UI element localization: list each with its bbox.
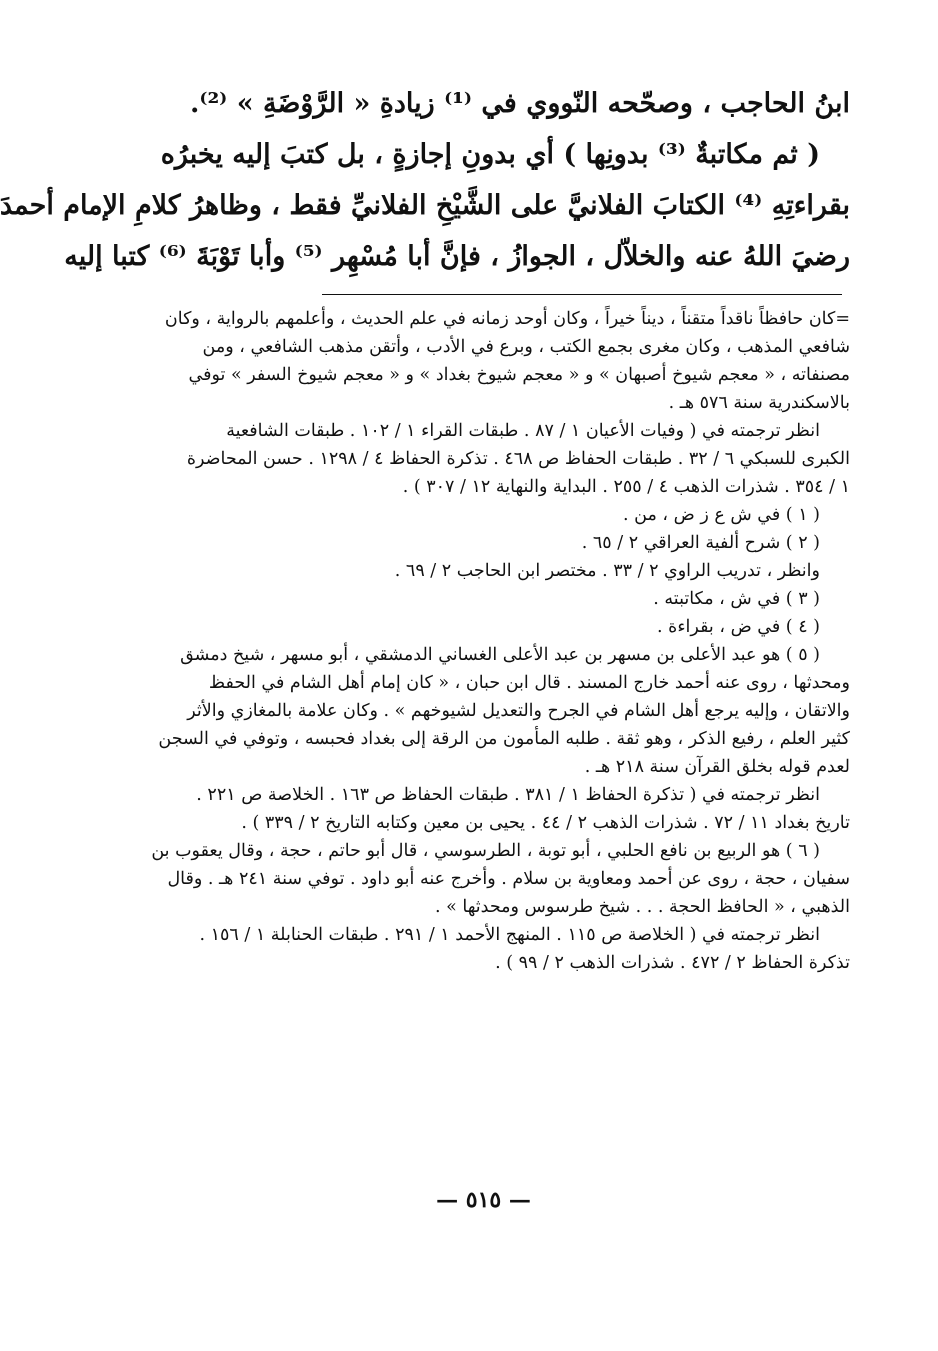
- footnote-line: بالاسكندرية سنة ٥٧٦ هـ .: [668, 393, 850, 413]
- footnote-line: الذهبي ، « الحافظ الحجة . . . شيخ طرسوس ومحدثها » .: [435, 897, 850, 917]
- footnote-line: شافعي المذهب ، وكان مغرى بجمع الكتب ، وبرع في الأدب ، وأتقن مذهب الشافعي ، ومن: [202, 337, 850, 357]
- page-number: — ٥١٥ —: [436, 1187, 531, 1213]
- footnote-separator: [322, 294, 842, 295]
- footnote-line: سفيان ، حجة ، روى عن أحمد ومعاوية بن سلام . وأخرج عنه أبو داود . توفي سنة ٢٤١ هـ . وقال: [167, 869, 850, 889]
- footnote-line: ( ٢ ) شرح ألفية العراقي ٢ / ٦٥ .: [581, 533, 820, 553]
- footnote-line: كثير العلم ، رفيع الذكر ، وهو ثقة . طلبه المأمون من الرقة إلى بغداد فحبسه ، وتوفي في السجن: [158, 729, 850, 749]
- main-text-line: ( ثم مكاتبةٌ ⁽³⁾ بدونِها ) أي بدونِ إجازةٍ ، بل كتبَ إليه يخبرُه: [160, 139, 820, 170]
- footnote-line: انظر ترجمته في ( تذكرة الحفاظ ١ / ٣٨١ . طبقات الحفاظ ص ١٦٣ . الخلاصة ص ٢٢١ .: [196, 785, 820, 805]
- footnotes: [125, 305, 850, 977]
- footnote-line: الكبرى للسبكي ٦ / ٣٢ . طبقات الحفاظ ص ٤٦٨ . تذكرة الحفاظ ٤ / ١٢٩٨ . حسن المحاضرة: [186, 449, 850, 469]
- footnote-line: ( ١ ) في ش ع ز ض ، من .: [623, 505, 820, 525]
- footnote-line: لعدم قوله بخلق القرآن سنة ٢١٨ هـ .: [584, 757, 850, 777]
- footnote-line: تاريخ بغداد ١١ / ٧٢ . شذرات الذهب ٢ / ٤٤ . يحيى بن معين وكتابه التاريخ ٢ / ٣٣٩ ) .: [241, 813, 850, 833]
- main-text-line: بقراءتِهِ ⁽⁴⁾ الكتابَ الفلانيَّ على الشَّيْخِ الفلانيِّ فقط ، وظاهرُ كلامِ الإمام أحمدَ: [0, 190, 850, 221]
- footnote-line: ( ٤ ) في ض ، بقراءة .: [657, 617, 820, 637]
- footnote-line: ( ٣ ) في ش ، مكاتبته .: [653, 589, 820, 609]
- main-text: [0, 78, 850, 282]
- footnote-line: ( ٥ ) هو عبد الأعلى بن مسهر بن عبد الأعلى الغساني الدمشقي ، أبو مسهر ، شيخ دمشق: [180, 645, 820, 665]
- footnote-line: تذكرة الحفاظ ٢ / ٤٧٢ . شذرات الذهب ٢ / ٩٩ ) .: [495, 953, 850, 973]
- footnote-line: انظر ترجمته في ( الخلاصة ص ١١٥ . المنهج الأحمد ١ / ٢٩١ . طبقات الحنابلة ١ / ١٥٦ .: [199, 925, 820, 945]
- main-text-line: رضيَ اللهُ عنه والخلاّل ، الجوازُ ، فإنَّ أبا مُسْهِر ⁽⁵⁾ وأبا تَوْبَةَ ⁽⁶⁾ كتبا إليه: [64, 241, 850, 272]
- footnote-line: =كان حافظاً ناقداً متقناً ، ديناً خيراً ، وكان أوحد زمانه في علم الحديث ، وأعلمهم بالرواية ، وكان: [164, 309, 850, 329]
- footnote-line: ومحدثها ، روى عنه أحمد خارج المسند . قال ابن حبان ، « كان إمام أهل الشام في الحفظ: [208, 673, 850, 693]
- main-text-line: ابنُ الحاجب ، وصحّحه النّووي في ⁽¹⁾ زيادةِ « الرَّوْضَةِ » ⁽²⁾.: [190, 88, 850, 119]
- footnote-line: والاتقان ، وإليه يرجع أهل الشام في الجرح والتعديل لشيوخهم » . وكان علامة بالمغازي والأثر: [187, 701, 850, 721]
- footnote-line: وانظر ، تدريب الراوي ٢ / ٣٣ . مختصر ابن الحاجب ٢ / ٦٩ .: [394, 561, 820, 581]
- footnote-line: مصنفاته ، « معجم شيوخ أصبهان » و « معجم شيوخ بغداد » و « معجم شيوخ السفر » توفي: [188, 365, 850, 385]
- footnote-line: ١ / ٣٥٤ . شذرات الذهب ٤ / ٢٥٥ . البداية والنهاية ١٢ / ٣٠٧ ) .: [402, 477, 850, 497]
- footnote-line: ( ٦ ) هو الربيع بن نافع الحلبي ، أبو توبة ، الطرسوسي ، قال أبو حاتم ، حجة ، وقال يعقوب بن: [151, 841, 820, 861]
- footnote-line: انظر ترجمته في ( وفيات الأعيان ١ / ٨٧ . طبقات القراء ١ / ١٠٢ . طبقات الشافعية: [226, 421, 820, 441]
